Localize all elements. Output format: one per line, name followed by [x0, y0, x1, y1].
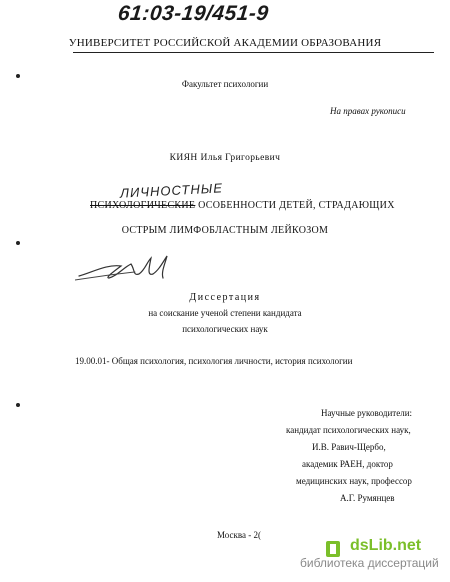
manuscript-note: На правах рукописи [330, 106, 406, 116]
handwritten-correction: ЛИЧНОСТНЫЕ [119, 180, 224, 201]
supervisor-line: медицинских наук, профессор [296, 476, 412, 486]
handwritten-signature [75, 250, 185, 284]
author-name: КИЯН Илья Григорьевич [169, 153, 281, 163]
supervisor-line: А.Г. Румянцев [340, 493, 395, 503]
document-type-label: Диссертация [189, 292, 261, 303]
supervisor-line: И.В. Равич-Щербо, [312, 442, 386, 452]
university-name: УНИВЕРСИТЕТ РОССИЙСКОЙ АКАДЕМИИ ОБРАЗОВАНИЯ [68, 37, 382, 49]
binding-hole-mark [16, 74, 20, 78]
watermark-site-name: dsLib.net [350, 537, 422, 554]
supervisors-heading: Научные руководители: [321, 408, 413, 418]
supervisor-line: академик РАЕН, доктор [302, 459, 393, 469]
degree-line: на соискание ученой степени кандидата [148, 308, 302, 318]
degree-field: психологических наук [182, 324, 268, 334]
book-logo-icon [326, 541, 340, 557]
title-line-1-text: ОСОБЕННОСТИ ДЕТЕЙ, СТРАДАЮЩИХ [195, 200, 395, 211]
supervisor-line: кандидат психологических наук, [286, 425, 411, 435]
watermark-caption: библиотека диссертаций [300, 556, 439, 570]
binding-hole-mark [16, 403, 20, 407]
struck-title-word: ПСИХОЛОГИЧЕСКИЕ [90, 200, 196, 211]
thesis-title-line-1 [90, 200, 395, 211]
specialty-code-line: 19.00.01- Общая психология, психология личности, история психологии [75, 356, 353, 366]
faculty-name: Факультет психологии [181, 79, 269, 89]
city-year: Москва - 2( [217, 530, 261, 540]
thesis-title-line-2: ОСТРЫМ ЛИМФОБЛАСТНЫМ ЛЕЙКОЗОМ [121, 225, 329, 236]
archive-stamp-code: 61:03-19/451-9 [116, 2, 270, 25]
binding-hole-mark [16, 241, 20, 245]
header-divider [73, 52, 434, 53]
